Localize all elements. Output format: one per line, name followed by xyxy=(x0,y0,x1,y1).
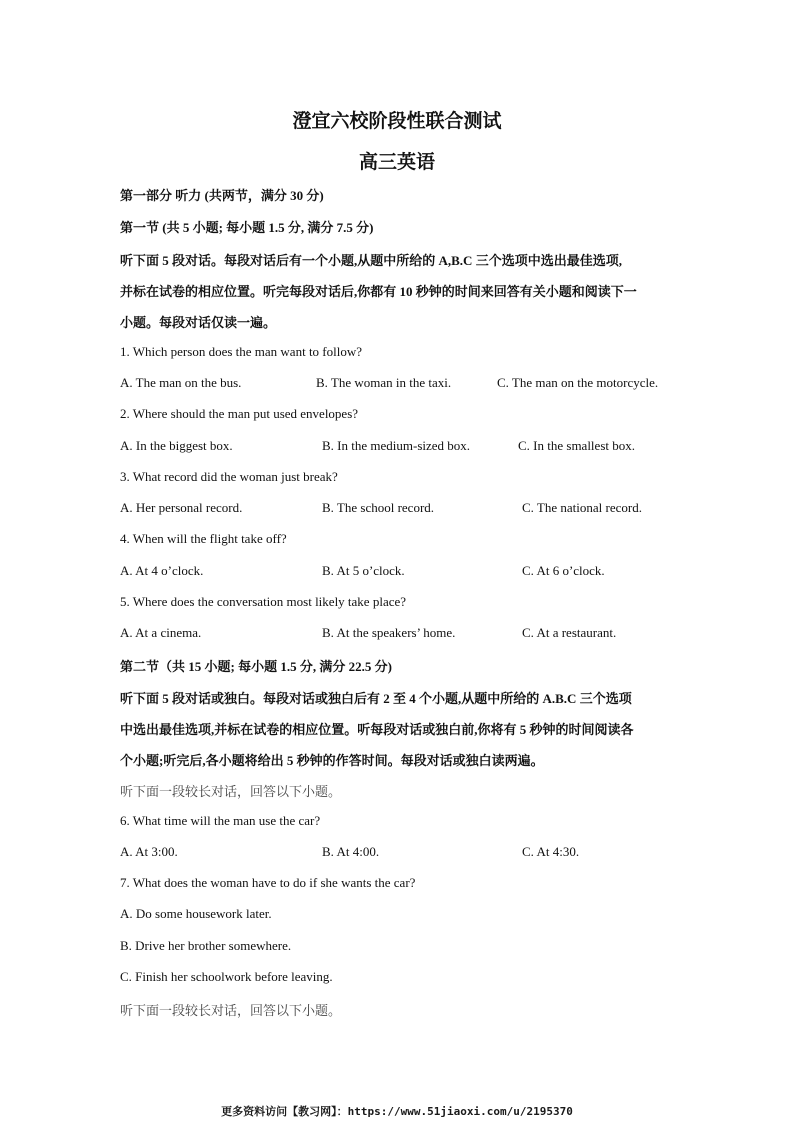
dialogue-note: 听下面一段较长对话，回答以下小题。 xyxy=(120,784,342,799)
q3-option-a: A. Her personal record. xyxy=(120,500,243,515)
part1-heading: 第一部分 听力 (共两节，满分 30 分) xyxy=(120,188,324,203)
question-2: 2. Where should the man put used envelopes? xyxy=(120,406,359,421)
q5-option-b: B. At the speakers’ home. xyxy=(322,625,456,640)
section1-instruction-line: 小题。每段对话仅读一遍。 xyxy=(120,315,277,330)
q1-option-a: A. The man on the bus. xyxy=(120,375,242,390)
section2-instruction-line: 中选出最佳选项,并标在试卷的相应位置。听每段对话或独白前,你将有 5 秒钟的时间阅读各 xyxy=(120,722,634,737)
section1-heading: 第一节 (共 5 小题; 每小题 1.5 分, 满分 7.5 分) xyxy=(120,220,374,235)
q6-option-b: B. At 4:00. xyxy=(322,844,380,859)
section1-instruction-line: 听下面 5 段对话。每段对话后有一个小题,从题中所给的 A,B.C 三个选项中选出最佳选项, xyxy=(120,253,622,268)
q4-option-c: C. At 6 o’clock. xyxy=(522,563,605,578)
footer-link[interactable]: 更多资料访问【教习网】：https://www.51jiaoxi.com/u/2195370 xyxy=(221,1105,573,1118)
q3-option-c: C. The national record. xyxy=(522,500,642,515)
q4-option-b: B. At 5 o’clock. xyxy=(322,563,405,578)
section1-instruction-line: 并标在试卷的相应位置。听完每段对话后,你都有 10 秒钟的时间来回答有关小题和阅读下一 xyxy=(120,284,637,299)
q2-option-a: A. In the biggest box. xyxy=(120,438,233,453)
section2-instruction-line: 听下面 5 段对话或独白。每段对话或独白后有 2 至 4 个小题,从题中所给的 A.B.C 三个选项 xyxy=(120,691,632,706)
q1-option-b: B. The woman in the taxi. xyxy=(316,375,452,390)
section2-instruction-line: 个小题;听完后,各小题将给出 5 秒钟的作答时间。每段对话或独白读两遍。 xyxy=(120,753,544,768)
q5-option-a: A. At a cinema. xyxy=(120,625,202,640)
q1-option-c: C. The man on the motorcycle. xyxy=(497,375,659,390)
q2-option-b: B. In the medium-sized box. xyxy=(322,438,471,453)
q4-option-a: A. At 4 o’clock. xyxy=(120,563,204,578)
q5-option-c: C. At a restaurant. xyxy=(522,625,617,640)
question-1: 1. Which person does the man want to follow? xyxy=(120,344,363,359)
q3-option-b: B. The school record. xyxy=(322,500,435,515)
page-title: 澄宜六校阶段性联合测试 xyxy=(292,111,502,132)
page-subtitle: 高三英语 xyxy=(358,152,435,173)
dialogue-note: 听下面一段较长对话，回答以下小题。 xyxy=(120,1003,342,1018)
question-4: 4. When will the flight take off? xyxy=(120,531,287,546)
q7-option-c: C. Finish her schoolwork before leaving. xyxy=(120,969,333,984)
q7-option-a: A. Do some housework later. xyxy=(120,906,272,921)
q2-option-c: C. In the smallest box. xyxy=(518,438,635,453)
question-3: 3. What record did the woman just break? xyxy=(120,469,338,484)
q6-option-c: C. At 4:30. xyxy=(522,844,580,859)
section2-heading: 第二节（共 15 小题; 每小题 1.5 分, 满分 22.5 分) xyxy=(120,659,392,674)
question-5: 5. Where does the conversation most likely take place? xyxy=(120,594,407,609)
question-6: 6. What time will the man use the car? xyxy=(120,813,321,828)
question-7: 7. What does the woman have to do if she wants the car? xyxy=(120,875,416,890)
q7-option-b: B. Drive her brother somewhere. xyxy=(120,938,292,953)
q6-option-a: A. At 3:00. xyxy=(120,844,178,859)
